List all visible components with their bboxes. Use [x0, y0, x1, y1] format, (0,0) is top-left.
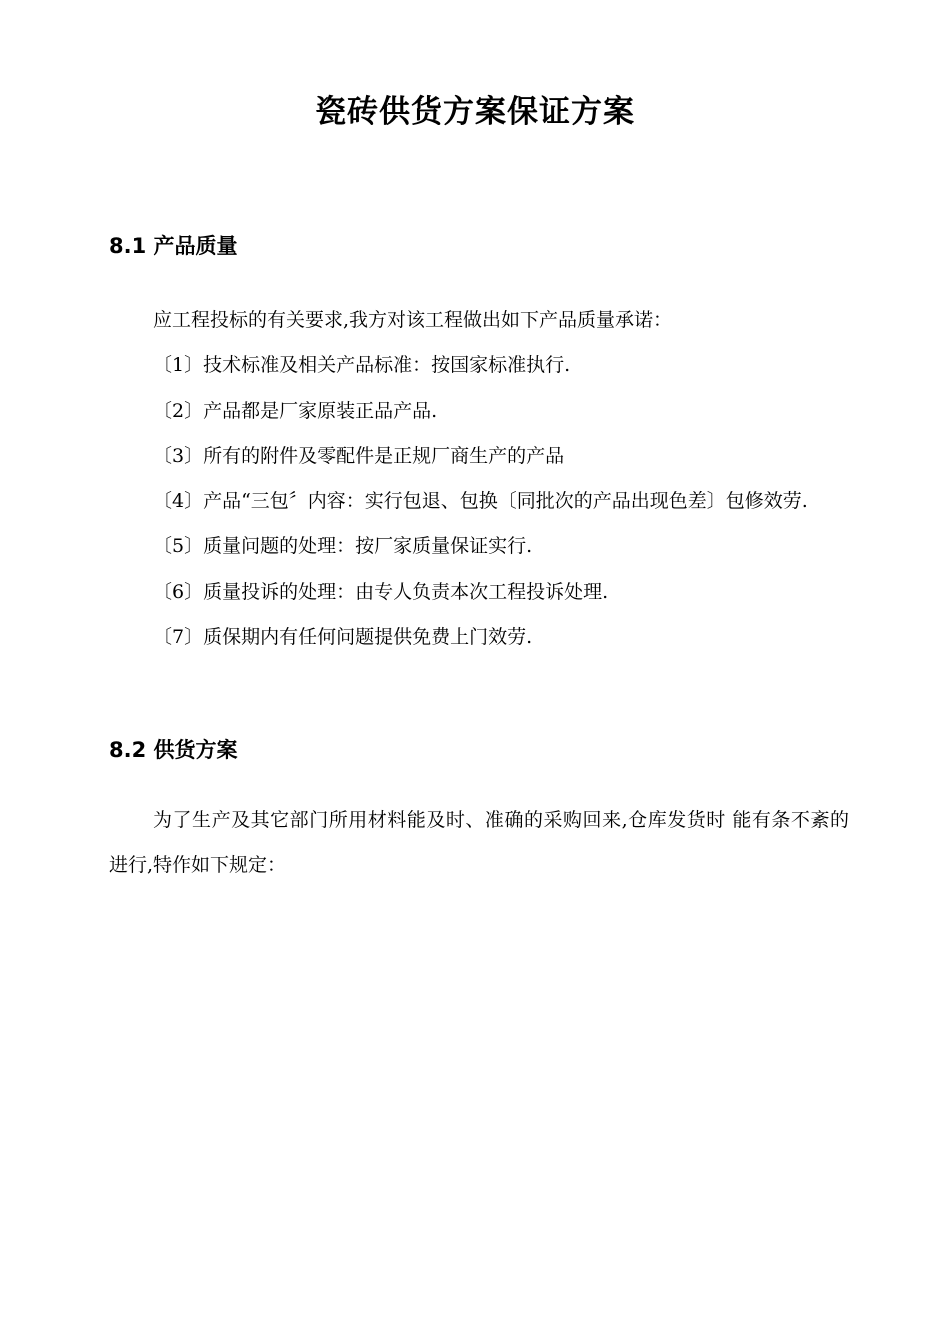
document-title: 瓷砖供货方案保证方案 [315, 94, 635, 130]
list-item-5: 〔5〕质量问题的处理：按厂家质量保证实行. [153, 535, 533, 558]
paragraph-supply-intro: 为了生产及其它部门所用材料能及时、准确的采购回来,仓库发货时 能有条不紊的进行,特作如下规定： [109, 809, 849, 877]
section-heading-product-quality: 8.1 产品质量 [109, 234, 238, 258]
list-item-6: 〔6〕质量投诉的处理：由专人负责本次工程投诉处理. [153, 580, 609, 603]
list-item-3: 〔3〕所有的附件及零配件是正规厂商生产的产品 [153, 444, 565, 467]
section-heading-supply-plan: 8.2 供货方案 [109, 738, 238, 762]
list-item-1: 〔1〕技术标准及相关产品标准：按国家标准执行. [153, 354, 571, 377]
section-body-supply-plan [109, 798, 849, 889]
paragraph-intro: 应工程投标的有关要求,我方对该工程做出如下产品质量承诺： [153, 309, 673, 331]
list-item-2: 〔2〕产品都是厂家原装正品产品. [153, 399, 438, 422]
list-item-7: 〔7〕质保期内有任何问题提供免费上门效劳. [153, 626, 533, 649]
list-item-4: 〔4〕产品“三包〞内容：实行包退、包换〔同批次的产品出现色差〕包修效劳. [153, 490, 808, 513]
section-body-product-quality [109, 298, 849, 660]
